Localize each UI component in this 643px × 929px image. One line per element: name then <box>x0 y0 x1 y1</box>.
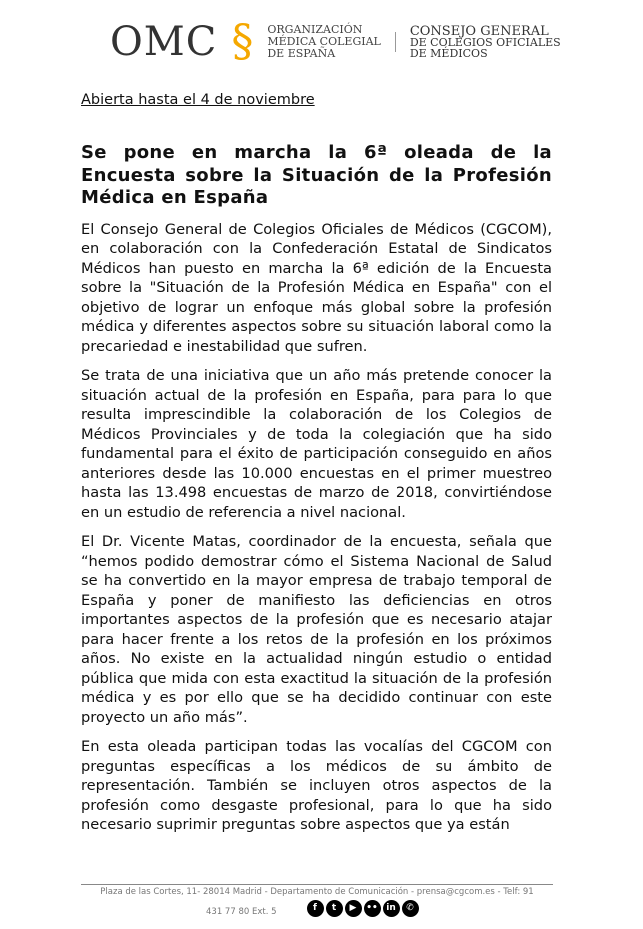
org-name <box>267 24 380 60</box>
section-sign-icon: § <box>231 16 254 67</box>
omc-logo: OMC <box>110 19 218 65</box>
footer-phone: 431 77 80 Ext. 5 <box>206 907 277 917</box>
youtube-icon[interactable]: ▶ <box>345 900 362 917</box>
facebook-icon[interactable]: f <box>307 900 324 917</box>
org-line: MÉDICA COLEGIAL <box>267 35 381 48</box>
org-line: ORGANIZACIÓN <box>267 23 363 36</box>
survey-link[interactable]: Abierta hasta el 4 de noviembre <box>81 92 315 108</box>
whatsapp-icon[interactable]: ✆ <box>402 900 419 917</box>
article <box>81 92 552 845</box>
social-icons <box>307 900 419 917</box>
council-name <box>409 23 561 60</box>
paragraph: El Dr. Vicente Matas, coordinador de la encuesta, señala que “hemos podido demostrar cómo el Sistema Nacional de Salud se ha convertido en la mayor empresa de trabajo temporal de España y poner de manifiesto las deficiencias en otros importantes aspectos de la profesión que es necesario atajar para hacer frente a los retos de la profesión en los próximos años. No existe en la actualidad ningún estudio o entidad pública que mida con esta exactitud la situación de la profesión médica y es por ello que se ha decidido continuar con este proyecto un año más”. <box>81 533 552 726</box>
divider <box>395 32 396 52</box>
org-line: DE ESPAÑA <box>267 47 336 60</box>
linkedin-icon[interactable]: in <box>383 900 400 917</box>
paragraph: El Consejo General de Colegios Oficiales de Médicos (CGCOM), en colaboración con la Confederación Estatal de Sindicatos Médicos han puesto en marcha la 6ª edición de la Encuesta sobre la "Situación de la Profesión Médica en España" con el objetivo de lograr un enfoque más global sobre la profesión médica y diferentes aspectos sobre su situación laboral como la precariedad e inestabilidad que sufren. <box>81 220 552 355</box>
council-line: DE COLEGIOS OFICIALES <box>409 35 561 49</box>
header-logo <box>110 16 561 68</box>
twitter-icon[interactable]: t <box>326 900 343 917</box>
footer <box>81 884 553 917</box>
council-line: CONSEJO GENERAL <box>409 23 549 39</box>
paragraph: Se trata de una iniciativa que un año más pretende conocer la situación actual de la profesión en España, para para lo que resulta imprescindible la colaboración de los Colegios de Médicos Provinciales y de toda la colegiación que ha sido fundamental para el éxito de participación conseguido en años anteriores desde las 10.000 encuestas en el primer muestreo hasta las 13.498 encuestas de marzo de 2018, convirtiéndose en un estudio de referencia a nivel nacional. <box>81 367 552 521</box>
article-title: Se pone en marcha la 6ª oleada de la Encuesta sobre la Situación de la Profesión Médica en España <box>81 142 552 208</box>
flickr-icon[interactable]: •• <box>364 900 381 917</box>
paragraph: En esta oleada participan todas las vocalías del CGCOM con preguntas específicas a los médicos de su ámbito de representación. También se incluyen otros aspectos de la profesión como desgaste profesional, para lo que ha sido necesario suprimir preguntas sobre aspectos que ya están <box>81 738 552 833</box>
footer-address: Plaza de las Cortes, 11- 28014 Madrid - Departamento de Comunicación - prensa@cgcom.es - Telf: 91 <box>100 887 534 897</box>
council-line: DE MÉDICOS <box>409 46 488 60</box>
